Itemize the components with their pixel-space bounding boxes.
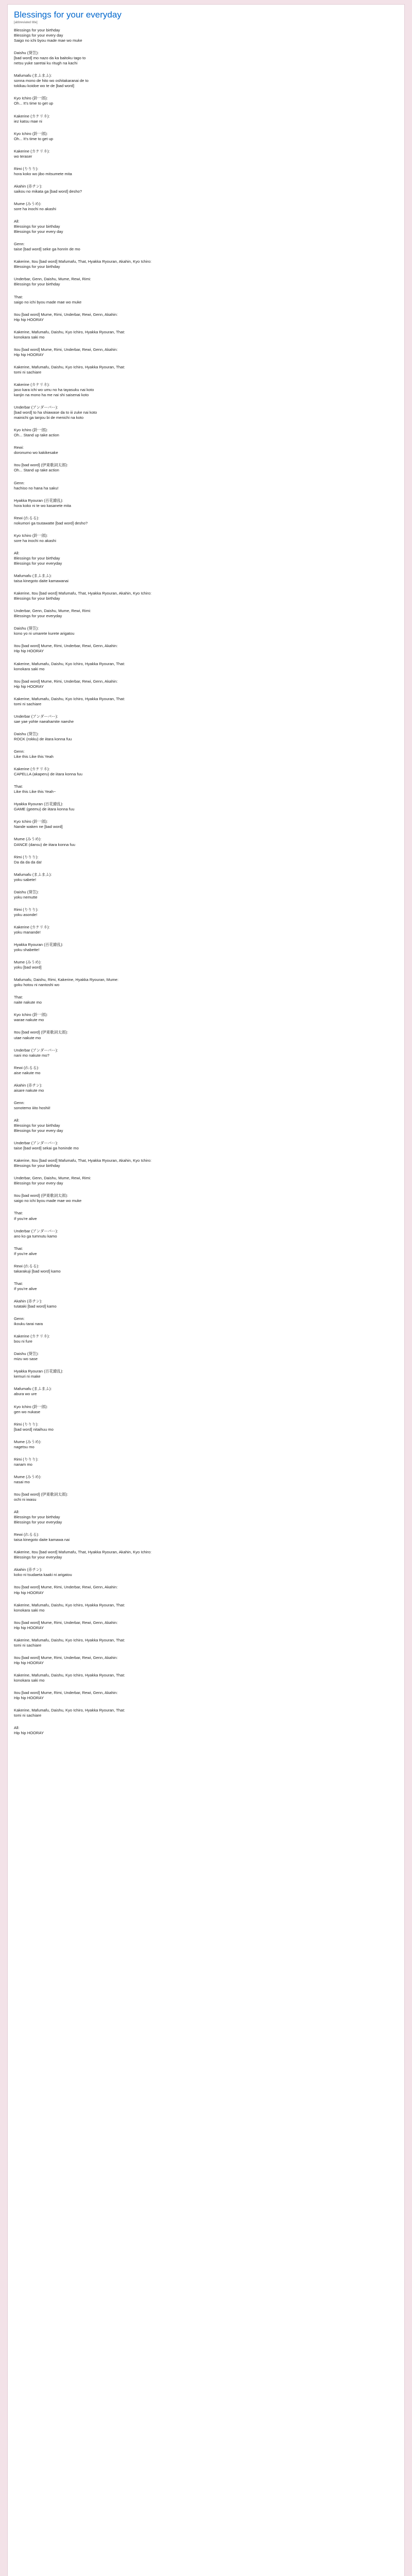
lyric-line: taisa kinegoto daite kamawa nai [14,1537,70,1543]
lyric-line: Blessings for your birthday [14,264,60,269]
lyrics-stanza [14,767,398,777]
singer-label: Kakerine, Mafumafu, Daishu, Kyo Ichiro, Hyakka Ryouran, That: [14,1672,125,1677]
singer-label: Kyo Ichiro (鈴一郎): [14,96,48,101]
lyrics-stanza [14,802,398,812]
singer-label: All: [14,550,20,555]
lyric-line: Hip hip HOORAY [14,1625,44,1630]
lyrics-stanza [14,347,398,358]
lyrics-stanza [14,925,398,935]
lyric-line: saigo no ichi byou made mae wo muke [14,1198,82,1204]
singer-label: Itou [bad word] Mume, Rimi, Underbar, Rewi, Genn, Akahin: [14,1690,118,1696]
lyric-line: nagetsu mo [14,1444,35,1449]
singer-label: Underbar, Genn, Daishu, Mume, Rewi, Rimi: [14,1176,91,1181]
singer-label: Itou [bad word] Mume, Rimi, Underbar, Rewi, Genn, Akahin: [14,679,118,684]
lyric-line: kono yo ni umarete kurete arigatou [14,631,75,636]
lyrics-stanza [14,697,398,707]
lyric-line: doronumo wo kakikesake [14,450,58,455]
singer-label: Underbar (アンダーバー): [14,714,58,719]
lyric-line: koko ni tsudaeta kaaki ni arigatou [14,1572,72,1578]
lyric-line: Blessings for your everyday [14,561,62,566]
lyrics-stanza [14,732,398,742]
lyric-line: sonna mono de hito wo oshitakaranai de to [14,78,89,83]
lyrics-stanza [14,749,398,759]
lyrics-stanza [14,1492,398,1502]
lyrics-stanza [14,1386,398,1397]
lyrics-stanza [14,166,398,177]
lyric-line: Saigo no ichi byou made mae wo muke [14,38,82,43]
lyric-line: aise nakute mo [14,1070,41,1075]
lyric-line: Hip hip HOORAY [14,1696,44,1701]
singer-label: Rewi (れるる): [14,515,39,520]
lyric-line: tutataki [bad word] kamo [14,1303,57,1309]
singer-label: Itou [bad word] Mume, Rimi, Underbar, Rewi, Genn, Akahin: [14,347,118,352]
lyric-line: Oh... It's time to get up [14,136,54,141]
singer-label: Daishu (葵笠): [14,1351,39,1357]
lyrics-stanza [14,1422,398,1432]
lyric-line: kanjin na mono ha me nai shi saisenai koto [14,393,89,398]
lyrics-stanza [14,131,398,142]
singer-label: Kakerine, Itou [bad word] Mafumafu, That, Hyakka Ryouran, Akahin, Kyo Ichiro: [14,1550,152,1555]
lyric-line: mizu wo sase [14,1357,38,1362]
singer-label: Rimi (りりり): [14,166,39,171]
singer-label: Kyo Ichiro (鈴一郎): [14,1404,48,1409]
lyric-line: sore ha inochi no akashi [14,538,56,543]
lyric-line: nani mo nakute mo? [14,1053,49,1058]
singer-label: Itou [bad word] (伊東歌詞太郎): [14,1492,68,1497]
lyric-line: konokara saki mo [14,334,45,340]
lyric-line: tomi ni sachiare [14,1713,42,1718]
singer-label: Daishu (葵笠): [14,626,39,631]
song-title: Blessings for your everyday [14,10,122,20]
singer-label: Kakerine (カケリネ): [14,382,50,387]
lyric-line: taise [bad word] sekai ga honinde mo [14,1146,79,1151]
lyrics-stanza [14,1100,398,1111]
singer-label: Itou [bad word] (伊東歌詞太郎): [14,1193,68,1198]
lyric-line: hachiso no hana ha saku! [14,485,59,490]
lyric-line: Blessings for your everyday [14,614,62,619]
song-meta: [abbreviated title] [14,21,38,24]
lyrics-stanza [14,1550,398,1560]
lyrics-body [8,28,404,1736]
singer-label: Underbar (アンダーバー): [14,405,58,410]
lyric-line: Hip hip HOORAY [14,317,44,322]
singer-label: Kyo Ichiro (鈴一郎): [14,131,48,136]
lyric-line: tomi ni sachiare [14,1642,42,1648]
lyrics-stanza [14,1030,398,1040]
singer-label: Kakerine, Mafumafu, Daishu, Kyo Ichiro, Hyakka Ryouran, That: [14,696,125,701]
lyric-line: Blessings for your birthday [14,224,60,229]
lyric-line: Blessings for your birthday [14,555,60,561]
lyric-line: Oh... It's time to get up [14,101,54,106]
singer-label: Rimi (りりり): [14,854,39,859]
lyrics-stanza [14,1369,398,1379]
lyric-line: Hip hip HOORAY [14,352,44,357]
lyrics-stanza [14,1510,398,1525]
singer-label: Mume (みうめ): [14,960,42,965]
singer-label: That: [14,294,23,299]
singer-label: Kakerine, Mafumafu, Daishu, Kyo Ichiro, Hyakka Ryouran, That: [14,1708,125,1713]
lyric-line: If you're alive [14,1216,37,1221]
lyric-line: Oh... Stand up take action [14,468,59,473]
lyric-line: If you're alive [14,1286,37,1291]
lyric-line: nokumori ga tsutawatte [bad word] desho? [14,520,88,526]
singer-label: Underbar (アンダーバー): [14,1141,58,1146]
singer-label: Kakerine (カケリネ): [14,924,50,929]
lyric-line: GAME (geemu) de iitara konna fuu [14,807,75,812]
singer-label: Kakerine (カケリネ): [14,113,50,118]
lyrics-stanza [14,1567,398,1578]
lyrics-stanza [14,714,398,724]
lyrics-stanza [14,1281,398,1292]
lyrics-stanza [14,679,398,689]
lyric-line: Like this Like this Yeah [14,754,54,759]
lyrics-stanza [14,1620,398,1631]
lyric-line: konokara saki mo [14,1678,45,1683]
singer-label: Mafumafu, Daishu, Rimi, Kakerine, Hyakka Ryouran, Mume: [14,977,118,982]
lyric-line: jaso kara ichi wo umu no ha tayasuku nai koto [14,387,94,393]
lyrics-stanza [14,428,398,438]
lyrics-stanza [14,28,398,43]
singer-label: Daishu (葵笠): [14,731,39,736]
singer-label: That: [14,995,23,1000]
lyrics-stanza [14,312,398,323]
singer-label: Underbar, Genn, Daishu, Mume, Rewi, Rimi: [14,277,91,282]
singer-label: Rewi: [14,445,24,450]
lyric-line: Hip hip HOORAY [14,1731,44,1736]
singer-label: Itou [bad word] Mume, Rimi, Underbar, Rewi, Genn, Akahin: [14,1585,118,1590]
singer-label: Hyakka Ryouran (百花繚乱): [14,1369,63,1374]
singer-label: Mafumafu (まふまふ): [14,1386,52,1392]
lyric-line: Blessings for your birthday [14,1123,60,1128]
lyric-line: ROCK (rokku) de iitara konna fuu [14,736,72,741]
lyrics-stanza [14,1532,398,1543]
singer-label: Kakerine, Mafumafu, Daishu, Kyo Ichiro, Hyakka Ryouran, That: [14,1637,125,1642]
lyrics-stanza [14,890,398,900]
lyric-line: sore ha inochi no akashi [14,207,56,212]
singer-label: Hyakka Ryouran (百花繚乱): [14,802,63,807]
lyrics-stanza [14,1404,398,1415]
singer-label: Akahin (赤チン): [14,1082,42,1088]
lyrics-stanza [14,643,398,654]
lyric-line: netsu yuke saretai ku ritugh na kachi [14,61,78,66]
lyric-line: takarakuji [bad word] kamo [14,1268,61,1274]
lyrics-stanza [14,573,398,584]
lyric-line: yoku sabete! [14,877,37,882]
singer-label: Mafumafu (まふまふ): [14,573,52,579]
singer-label: Genn: [14,480,25,485]
lyric-line: Nande waken ne [bad word] [14,824,63,829]
lyrics-stanza [14,662,398,672]
lyric-line: utae nakute mo [14,1035,41,1040]
singer-label: Rimi (りりり): [14,1421,39,1427]
singer-label: Kakerine, Itou [bad word] Mafumafu, That, Hyakka Ryouran, Akahin, Kyo Ichiro: [14,259,152,264]
lyrics-stanza [14,498,398,509]
lyrics-stanza [14,96,398,106]
lyrics-stanza [14,551,398,566]
lyric-line: goku hotou ni nantoshi wo [14,982,60,988]
singer-label: Genn: [14,749,25,754]
lyric-line: sonotemo iiito hoshii! [14,1105,50,1110]
lyrics-stanza [14,977,398,988]
lyrics-stanza [14,1603,398,1613]
singer-label: Kakerine, Mafumafu, Daishu, Kyo Ichiro, Hyakka Ryouran, That: [14,661,125,666]
lyrics-stanza [14,405,398,420]
lyric-line: yoku [bad word] [14,965,42,970]
lyric-line: hora koko wo jibo mitsumete mita [14,171,72,176]
lyric-line: yoku shabette! [14,947,40,953]
lyrics-stanza [14,295,398,305]
singer-label: Underbar (アンダーバー): [14,1047,58,1053]
singer-label: Kakerine, Mafumafu, Daishu, Kyo Ichiro, Hyakka Ryouran, That: [14,329,125,334]
lyric-line: kemuri ni make [14,1374,41,1379]
lyrics-stanza [14,1012,398,1023]
lyrics-stanza [14,837,398,847]
lyric-line: naite nakute mo [14,1000,42,1005]
singer-label: Kakerine, Itou [bad word] Mafumafu, That, Hyakka Ryouran, Akahin, Kyo Ichiro: [14,1158,152,1163]
lyrics-stanza [14,1655,398,1666]
singer-label: Itou [bad word] Mume, Rimi, Underbar, Rewi, Genn, Akahin: [14,1620,118,1625]
lyrics-stanza [14,463,398,473]
lyrics-stanza [14,1690,398,1701]
lyric-line: Hip hip HOORAY [14,1660,44,1665]
singer-label: Kakerine (カケリネ): [14,148,50,154]
lyrics-stanza [14,1439,398,1450]
lyrics-stanza [14,1585,398,1595]
singer-label: Hyakka Ryouran (百花繚乱): [14,942,63,947]
singer-label: Kakerine, Mafumafu, Daishu, Kyo Ichiro, Hyakka Ryouran, That: [14,1602,125,1607]
singer-label: Itou [bad word] (伊東歌詞太郎): [14,463,68,468]
lyrics-stanza [14,1048,398,1058]
lyric-line: bou ni fure [14,1339,32,1344]
lyrics-stanza [14,201,398,212]
lyrics-stanza [14,855,398,865]
lyrics-stanza [14,591,398,601]
singer-label: Mume (みうめ): [14,1439,42,1444]
singer-label: Mume (みうめ): [14,201,42,206]
lyrics-stanza [14,1193,398,1204]
lyric-line: hora koko ni te wo kasanete mita [14,503,72,508]
lyrics-stanza [14,1083,398,1093]
lyrics-stanza [14,1475,398,1485]
singer-label: Akahin (赤チン): [14,1298,42,1303]
lyrics-stanza [14,1118,398,1133]
singer-label: All: [14,1510,20,1515]
lyrics-stanza [14,242,398,252]
lyric-line: Blessings for your every day [14,33,63,38]
lyrics-stanza [14,50,398,66]
lyric-line: tomi ni sachiare [14,701,42,706]
lyrics-stanza [14,1158,398,1168]
lyrics-stanza [14,1176,398,1186]
singer-label: Rimi (りりり): [14,907,39,912]
singer-label: All: [14,1725,20,1731]
lyric-line: saikou no mikata ga [bad word] desho? [14,189,82,194]
lyric-line: konokara saki mo [14,1607,45,1613]
singer-label: Mafumafu (まふまふ): [14,73,52,78]
singer-label: That: [14,784,23,789]
singer-label: Kyo Ichiro (鈴一郎): [14,819,48,824]
lyrics-stanza [14,533,398,544]
lyric-line: konokara saki mo [14,666,45,671]
lyrics-stanza [14,1708,398,1718]
lyrics-stanza [14,73,398,89]
lyric-line: iez katsu mae ni [14,118,42,124]
singer-label: Genn: [14,1316,25,1321]
lyric-line: DANCE (dansu) de iitara konna fuu [14,842,76,847]
lyrics-stanza [14,942,398,953]
lyrics-stanza [14,219,398,234]
lyrics-stanza [14,277,398,287]
singer-label: Mume (みうめ): [14,837,42,842]
lyrics-stanza [14,382,398,398]
singer-label: Daishu (葵笠): [14,50,39,56]
lyric-line: aisare nakute mo [14,1088,44,1093]
singer-label: Underbar (アンダーバー): [14,1228,58,1233]
lyrics-stanza [14,1457,398,1467]
lyric-line: [bad word] nitaihuu mo [14,1427,54,1432]
lyrics-stanza [14,1725,398,1736]
lyrics-stanza [14,1638,398,1648]
lyrics-stanza [14,365,398,375]
lyrics-stanza [14,516,398,526]
lyric-line: [bad word] to ha shiawase da to iii zuke nai koto [14,410,97,415]
lyric-line: gen wo nukase [14,1409,41,1414]
lyrics-stanza [14,784,398,794]
lyrics-stanza [14,1211,398,1221]
lyric-line: Blessings for your every day [14,229,63,234]
singer-label: Kakerine (カケリネ): [14,1334,50,1339]
lyric-line: Da da da da da! [14,859,42,865]
lyrics-stanza [14,907,398,918]
lyric-line: Like this Like this Yeah~ [14,789,56,794]
lyrics-stanza [14,608,398,619]
lyrics-stanza [14,1065,398,1076]
lyric-line: Blessings for your everyday [14,1520,62,1525]
singer-label: All: [14,219,20,224]
singer-label: Kyo Ichiro (鈴一郎): [14,428,48,433]
lyrics-stanza [14,1141,398,1151]
lyric-line: ano ko ga tumnutu kamo [14,1233,57,1239]
lyric-line: Hip hip HOORAY [14,1590,44,1595]
singer-label: Kakerine, Mafumafu, Daishu, Kyo Ichiro, Hyakka Ryouran, That: [14,364,125,369]
singer-label: Itou [bad word] Mume, Rimi, Underbar, Rewi, Genn, Akahin: [14,1655,118,1660]
singer-label: Itou [bad word] Mume, Rimi, Underbar, Rewi, Genn, Akahin: [14,312,118,317]
lyrics-stanza [14,330,398,340]
lyric-line: ikouku tarai nara [14,1321,43,1327]
lyric-line: mainichi ga tanjou bi de menichi na koto [14,415,84,420]
lyric-line: yoku asonde! [14,912,38,917]
lyric-line: taisa kinegoto daite kamawanai [14,579,68,584]
lyric-line: Hip hip HOORAY [14,684,44,689]
lyric-line: Oh... Stand up take action [14,433,59,438]
singer-label: Kyo Ichiro (鈴一郎): [14,1012,48,1018]
lyric-line: tokikau koidoe wo te de [bad word] [14,83,74,89]
lyrics-stanza [14,1264,398,1274]
singer-label: Rewi (れるる): [14,1532,39,1537]
lyrics-header [8,5,404,28]
lyric-line: yoku nemutte [14,894,38,900]
singer-label: Rewi (れるる): [14,1065,39,1070]
lyrics-stanza [14,149,398,159]
lyrics-stanza [14,481,398,491]
singer-label: Akahin (赤チン): [14,183,42,189]
singer-label: That: [14,1246,23,1251]
lyric-line: Hip hip HOORAY [14,649,44,654]
singer-label: That: [14,1281,23,1286]
lyrics-card [7,4,405,2576]
singer-label: Rewi (れるる): [14,1263,39,1268]
singer-label: Daishu (葵笠): [14,889,39,894]
lyric-line: sae yae yohte naeahamite naeshe [14,719,74,724]
lyrics-stanza [14,1673,398,1683]
singer-label: Itou [bad word] (伊東歌詞太郎): [14,1030,68,1035]
singer-label: Genn: [14,242,25,247]
lyrics-stanza [14,960,398,970]
singer-label: That: [14,1211,23,1216]
singer-label: Mafumafu (まふまふ): [14,872,52,877]
lyric-line: tomi ni sachiare [14,369,42,375]
lyric-line: abura wo ure [14,1392,37,1397]
lyric-line: CAPELLA (akaperu) de iitara konna fuu [14,772,82,777]
singer-label: Genn: [14,1100,25,1105]
lyrics-stanza [14,1299,398,1309]
lyric-line: Blessings for your birthday [14,1163,60,1168]
lyrics-stanza [14,872,398,883]
lyrics-stanza [14,184,398,194]
singer-label: Kakerine, Itou [bad word] Mafumafu, That, Hyakka Ryouran, Akahin, Kyo Ichiro: [14,591,152,596]
lyric-line: yoku manande! [14,929,41,935]
singer-label: Underbar, Genn, Daishu, Mume, Rewi, Rimi: [14,608,91,614]
lyrics-stanza [14,626,398,636]
lyric-line: If you're alive [14,1251,37,1256]
singer-label: Rimi (りりり): [14,1456,39,1462]
lyric-line: taise [bad word] seke ga honrin de mo [14,247,80,252]
lyrics-stanza [14,1351,398,1362]
lyric-line: Blessings for your birthday [14,282,60,287]
lyric-line: warae nakute mo [14,1018,44,1023]
lyrics-stanza [14,1246,398,1257]
lyric-line: nasai mo [14,1479,30,1484]
singer-label: Blessings for your birthday [14,28,60,32]
lyrics-stanza [14,445,398,455]
singer-label: All: [14,1117,20,1123]
singer-label: Mume (みうめ): [14,1474,42,1479]
lyric-line: Blessings for your birthday [14,596,60,601]
lyric-line: saigo no ichi byou made mae wo muke [14,299,82,304]
lyric-line: wo teraser [14,154,32,159]
lyrics-stanza [14,1334,398,1344]
singer-label: Hyakka Ryouran (百花繚乱): [14,498,63,503]
lyrics-stanza [14,819,398,829]
singer-label: Kyo Ichiro (鈴一郎): [14,533,48,538]
lyric-line: Blessings for your every day [14,1181,63,1186]
lyric-line: ochi ni iwasu [14,1497,37,1502]
lyrics-stanza [14,1316,398,1327]
singer-label: Kakerine (カケリネ): [14,767,50,772]
lyrics-stanza [14,259,398,269]
lyrics-stanza [14,114,398,124]
singer-label: Itou [bad word] Mume, Rimi, Underbar, Rewi, Genn, Akahin: [14,643,118,649]
singer-label: Akahin (赤チン): [14,1567,42,1572]
lyric-line: Blessings for your birthday [14,1515,60,1520]
lyrics-stanza [14,1229,398,1239]
lyric-line: Blessings for your everyday [14,1555,62,1560]
lyric-line: [bad word] mo nazo da ka baitoku tago to [14,56,86,61]
lyrics-stanza [14,995,398,1005]
lyric-line: Blessings for your every day [14,1128,63,1133]
lyric-line: nanam mo [14,1462,32,1467]
